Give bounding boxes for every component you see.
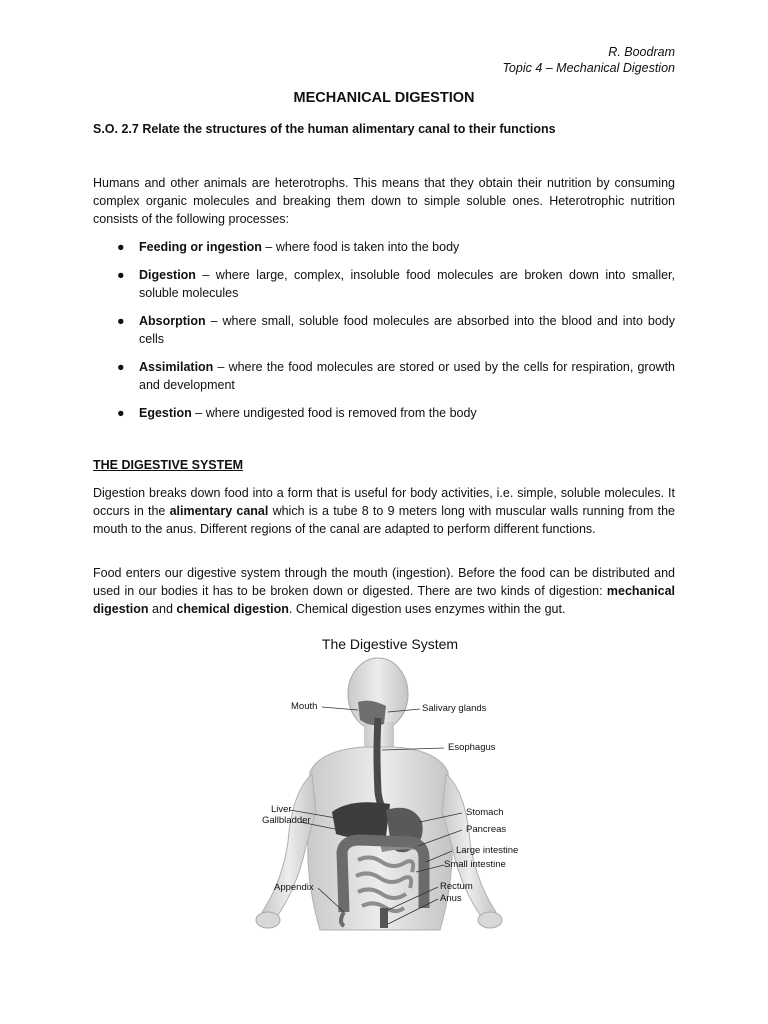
label-pancreas: Pancreas — [466, 824, 507, 835]
list-item: ● Feeding or ingestion – where food is taken into the body — [117, 240, 460, 254]
label-esophagus: Esophagus — [448, 742, 496, 753]
specific-objective: S.O. 2.7 Relate the structures of the human alimentary canal to their functions — [93, 122, 556, 136]
label-appendix: Appendix — [274, 882, 314, 893]
label-small-intestine: Small intestine — [444, 859, 506, 870]
page-title: MECHANICAL DIGESTION — [293, 90, 475, 106]
bullet-icon: ● — [117, 314, 125, 328]
food-paragraph: Food enters our digestive system through the mouth (ingestion). Before the food can be distributed and used in our bodies it has to be broken down or digested. There are two kinds of digestion: mechanical digestion and chemical digestion. Chemical digestion uses enzymes within the gut. — [93, 566, 675, 616]
bullet-icon: ● — [117, 240, 125, 254]
label-mouth: Mouth — [291, 701, 318, 712]
author-name: R. Boodram — [608, 45, 675, 59]
label-large-intestine: Large intestine — [456, 845, 519, 856]
intro-paragraph: Humans and other animals are heterotrophs. This means that they obtain their nutrition by consuming complex organic molecules and breaking them down to simple soluble ones. Heterotrophic nutrition consists of the following processes: — [93, 176, 675, 226]
bullet-icon: ● — [117, 268, 125, 282]
label-rectum: Rectum — [440, 881, 473, 892]
label-liver: Liver — [271, 804, 292, 815]
label-anus: Anus — [440, 893, 462, 904]
section-heading: THE DIGESTIVE SYSTEM — [93, 458, 244, 472]
liver-shape — [332, 802, 390, 838]
process-list — [93, 238, 675, 432]
label-gallbladder: Gallbladder — [262, 815, 311, 826]
label-stomach: Stomach — [466, 807, 504, 818]
page-header — [502, 44, 675, 76]
list-item: ● Assimilation – where the food molecules are stored or used by the cells for respiration, growth and development — [117, 360, 675, 392]
bullet-icon: ● — [117, 406, 125, 420]
list-item: ● Digestion – where large, complex, insoluble food molecules are broken down into smaller, soluble molecules — [117, 268, 675, 300]
right-hand-shape — [478, 912, 502, 928]
left-hand-shape — [256, 912, 280, 928]
digestion-paragraph: Digestion breaks down food into a form that is useful for body activities, i.e. simple, soluble molecules. It occurs in the alimentary canal which is a tube 8 to 9 meters long with muscular walls running from the mouth to the anus. Different regions of the canal are adapted to perform different functions. — [93, 486, 675, 536]
figure-title: The Digestive System — [321, 636, 459, 652]
list-item: ● Absorption – where small, soluble food molecules are absorbed into the blood and into body cells — [117, 314, 675, 346]
label-salivary-glands: Salivary glands — [422, 703, 487, 714]
bullet-icon: ● — [117, 360, 125, 374]
topic-line: Topic 4 – Mechanical Digestion — [502, 61, 675, 75]
list-item: ● Egestion – where undigested food is removed from the body — [117, 406, 477, 420]
digestive-system-figure — [240, 632, 540, 932]
